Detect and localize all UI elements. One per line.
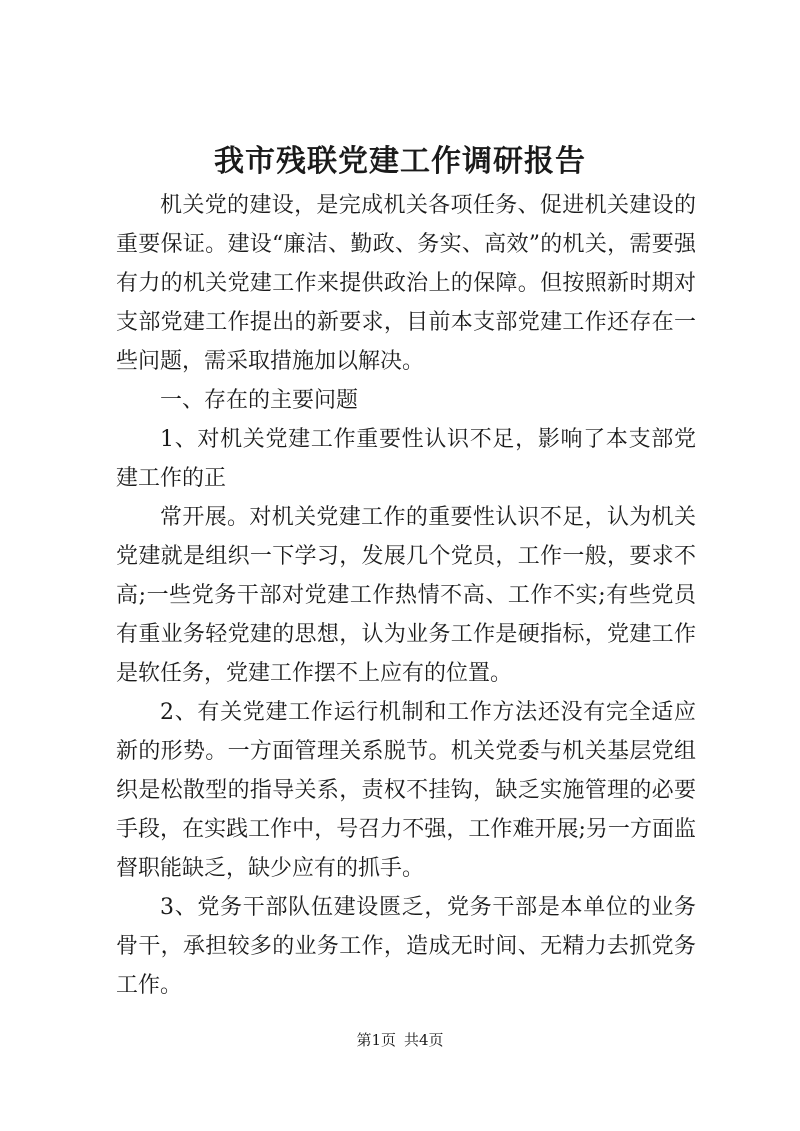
page-footer xyxy=(0,1030,800,1050)
section-heading-main-problems: 一、存在的主要问题 xyxy=(160,388,359,413)
document-title: 我市残联党建工作调研报告 xyxy=(214,144,586,179)
document-body xyxy=(116,186,696,1005)
paragraph-problem-3: 3、党务干部队伍建设匮乏，党务干部是本单位的业务骨干，承担较多的业务工作，造成无时间、无精力去抓党务工作。 xyxy=(116,895,696,998)
paragraph-problem-1-body: 常开展。对机关党建工作的重要性认识不足，认为机关党建就是组织一下学习，发展几个党员，工作一般，要求不高;一些党务干部对党建工作热情不高、工作不实;有些党员有重业务轻党建的思想，认为业务工作是硬指标，党建工作是软任务，党建工作摆不上应有的位置。 xyxy=(116,505,696,686)
paragraph-problem-2: 2、有关党建工作运行机制和工作方法还没有完全适应新的形势。一方面管理关系脱节。机关党委与机关基层党组织是松散型的指导关系，责权不挂钩，缺乏实施管理的必要手段，在实践工作中，号召力不强，工作难开展;另一方面监督职能缺乏，缺少应有的抓手。 xyxy=(116,700,696,881)
page-total: 共4页 xyxy=(404,1031,444,1049)
paragraph-intro: 机关党的建设，是完成机关各项任务、促进机关建设的重要保证。建设“廉洁、勤政、务实、高效”的机关，需要强有力的机关党建工作来提供政治上的保障。但按照新时期对支部党建工作提出的新要求，目前本支部党建工作还存在一些问题，需采取措施加以解决。 xyxy=(116,193,696,374)
paragraph-problem-1-heading: 1、对机关党建工作重要性认识不足，影响了本支部党建工作的正 xyxy=(116,427,696,491)
page-number: 第1页 xyxy=(356,1031,396,1049)
